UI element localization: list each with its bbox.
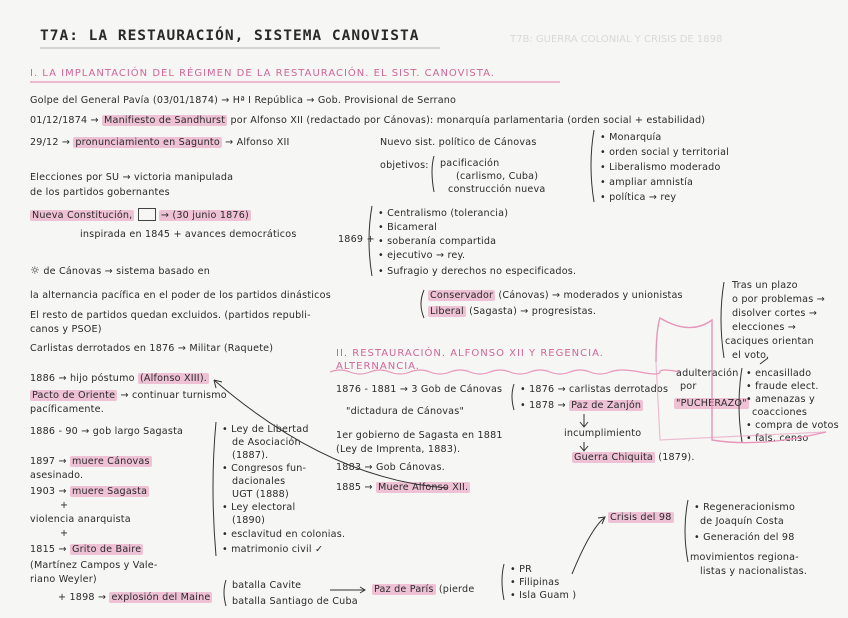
line-alternancia: la alternancia pacífica en el poder de los partidos dinásticos: [30, 290, 331, 301]
tras-5: caciques orientan: [725, 336, 814, 347]
line-pacto: Pacto de Oriente → continuar turnismo: [32, 390, 227, 401]
partido-conservador: Conservador (Cánovas) → moderados y unionistas: [430, 290, 683, 301]
ghost-header: T7B: GUERRA COLONIAL Y CRISIS DE 1898: [510, 34, 723, 45]
mid-guerra-chiquita: Guerra Chiquita (1879).: [574, 452, 695, 463]
const-5: • Sufragio y derechos no especificados.: [378, 266, 577, 277]
highlight-pronunciamiento: pronunciamiento en Sagunto: [75, 137, 220, 148]
paz-item-3: • Isla Guam ): [510, 590, 577, 601]
objetivo-1: pacificación: [440, 158, 500, 169]
ley-8: (1890): [232, 515, 266, 526]
batalla-santiago: batalla Santiago de Cuba: [232, 596, 358, 607]
line-grito: 1815 → Grito de Baire: [30, 544, 142, 555]
const-3: • soberanía compartida: [378, 236, 497, 247]
plus-2: +: [60, 528, 69, 539]
ns-bullet-4: • ampliar amnistía: [600, 177, 694, 188]
line-carlistas: Carlistas derrotados en 1876 → Militar (Raquete): [30, 343, 274, 354]
line-gob-largo: 1886 - 90 → gob largo Sagasta: [30, 426, 184, 437]
paz-paris: Paz de París (pierde: [374, 584, 475, 595]
crisis-4: movimientos regiona-: [690, 552, 799, 563]
tras-4: elecciones →: [732, 322, 797, 333]
ley-1: • Ley de Libertad: [222, 424, 309, 435]
section-1-title: I. LA IMPLANTACIÓN DEL RÉGIMEN DE LA RESTAURACIÓN. EL SIST. CANOVISTA.: [30, 68, 495, 79]
objetivos-label: objetivos:: [380, 160, 429, 171]
line-excluidos: El resto de partidos quedan excluidos. (partidos republi-: [30, 310, 311, 321]
tras-3: disolver cortes →: [732, 308, 818, 319]
line-violencia: violencia anarquista: [30, 514, 131, 525]
line-republicanos: canos y PSOE): [30, 324, 102, 335]
mid-1883: 1883 → Gob Cánovas.: [336, 462, 445, 473]
line-pacificamente: pacíficamente.: [30, 404, 104, 415]
batalla-cavite: batalla Cavite: [232, 580, 302, 591]
ley-6: UGT (1888): [232, 489, 289, 500]
pucherazo: "PUCHERAZO": [676, 398, 747, 409]
adulteracion: adulteración: [676, 368, 739, 379]
page-title: T7A: LA RESTAURACIÓN, SISTEMA CANOVISTA: [40, 28, 420, 44]
line-elecciones: Elecciones por SU → victoria manipulada: [30, 172, 234, 183]
line-martinez: (Martínez Campos y Vale-: [30, 560, 158, 571]
objetivo-2: (carlismo, Cuba): [456, 171, 539, 182]
line-inspirada: inspirada en 1845 + avances democráticos: [80, 229, 297, 240]
objetivo-3: construcción nueva: [448, 184, 546, 195]
line-maine: + 1898 → explosión del Maine: [58, 592, 211, 603]
highlight-pacto: Pacto de Oriente: [32, 390, 116, 401]
partido-liberal: Liberal (Sagasta) → progresistas.: [430, 306, 597, 317]
const-1: • Centralismo (tolerancia): [378, 208, 509, 219]
plus-1: +: [60, 500, 69, 511]
crisis-3: • Generación del 98: [694, 532, 795, 543]
mid-imprenta: (Ley de Imprenta, 1883).: [336, 444, 461, 455]
mid-1885: 1885 → Muere Alfonso XII.: [336, 482, 469, 493]
line-asesinado: asesinado.: [30, 470, 84, 481]
crisis-5: listas y nacionalistas.: [700, 566, 808, 577]
line-weyler: riano Weyler): [30, 574, 97, 585]
ns-bullet-5: • política → rey: [600, 192, 677, 203]
ns-bullet-3: • Liberalismo moderado: [600, 162, 721, 173]
ley-3: (1887).: [232, 450, 269, 461]
line-manifiesto: 01/12/1874 → Manifiesto de Sandhurst por Alfonso XII (redactado por Cánovas): monarquía parlamentaria (orden social + estabilidad): [30, 115, 706, 126]
line-golpe: Golpe del General Pavía (03/01/1874) → Hª I República → Gob. Provisional de Serrano: [30, 95, 457, 106]
const-4: • ejecutivo → rey.: [378, 250, 466, 261]
constitution-icon: [138, 208, 156, 221]
paz-item-1: • PR: [510, 564, 532, 575]
tras-1: Tras un plazo: [732, 280, 798, 291]
fal-6: • fals. censo: [746, 433, 809, 444]
mid-sagasta: 1er gobierno de Sagasta en 1881: [336, 430, 503, 441]
fal-4: coacciones: [752, 407, 808, 418]
mid-carlistas: • 1876 → carlistas derrotados: [520, 384, 669, 395]
adulteracion-por: por: [680, 381, 697, 392]
mid-zanjon: • 1878 → Paz de Zanjón: [520, 400, 642, 411]
highlight-constitucion: Nueva Constitución,: [32, 209, 133, 221]
paz-item-2: • Filipinas: [510, 577, 560, 588]
lightbulb-icon: ☼: [30, 264, 41, 277]
ley-9: • esclavitud en colonias.: [222, 529, 346, 540]
tras-2: o por problemas →: [732, 294, 825, 305]
ley-4: • Congresos fun-: [222, 463, 307, 474]
line-1903: 1903 → muere Sagasta: [30, 486, 148, 497]
mid-1876: 1876 - 1881 → 3 Gob de Cánovas: [336, 384, 503, 395]
line-pronunciamiento: 29/12 → pronunciamiento en Sagunto → Alfonso XII: [30, 137, 290, 148]
crisis-1: • Regeneracionismo: [694, 502, 796, 513]
ns-bullet-2: • orden social y territorial: [600, 147, 730, 158]
tras-6: el voto.: [732, 350, 770, 361]
fal-3: • amenazas y: [746, 394, 815, 405]
mid-dictadura: "dictadura de Cánovas": [346, 406, 465, 417]
section-2-title: II. RESTAURACIÓN. ALFONSO XII Y REGENCIA.: [336, 348, 604, 359]
line-partidos: de los partidos gobernantes: [30, 187, 170, 198]
line-sistema: ☼ de Cánovas → sistema basado en: [30, 264, 211, 277]
fal-5: • compra de votos: [746, 420, 839, 431]
fal-1: • encasillado: [746, 368, 812, 379]
ley-5: dacionales: [232, 476, 286, 487]
mid-incumplimiento: incumplimiento: [564, 428, 642, 439]
crisis-2: de Joaquín Costa: [700, 516, 784, 527]
line-1886: 1886 → hijo póstumo (Alfonso XIII).: [30, 373, 208, 384]
line-1869: 1869 +: [338, 234, 375, 245]
const-2: • Bicameral: [378, 222, 438, 233]
section-2-title-2: ALTERNANCIA.: [336, 361, 420, 372]
ns-bullet-1: • Monarquía: [600, 132, 662, 143]
nuevo-sist-head: Nuevo sist. político de Cánovas: [380, 137, 537, 148]
ley-10: • matrimonio civil ✓: [222, 544, 324, 555]
ley-2: de Asociación: [232, 437, 301, 448]
crisis-98: Crisis del 98: [610, 512, 672, 523]
line-constitucion: Nueva Constitución, → (30 junio 1876): [32, 209, 249, 221]
line-1897: 1897 → muere Cánovas: [30, 456, 150, 467]
highlight-manifiesto: Manifiesto de Sandhurst: [104, 115, 226, 126]
ley-7: • Ley electoral: [222, 502, 296, 513]
fal-2: • fraude elect.: [746, 381, 819, 392]
